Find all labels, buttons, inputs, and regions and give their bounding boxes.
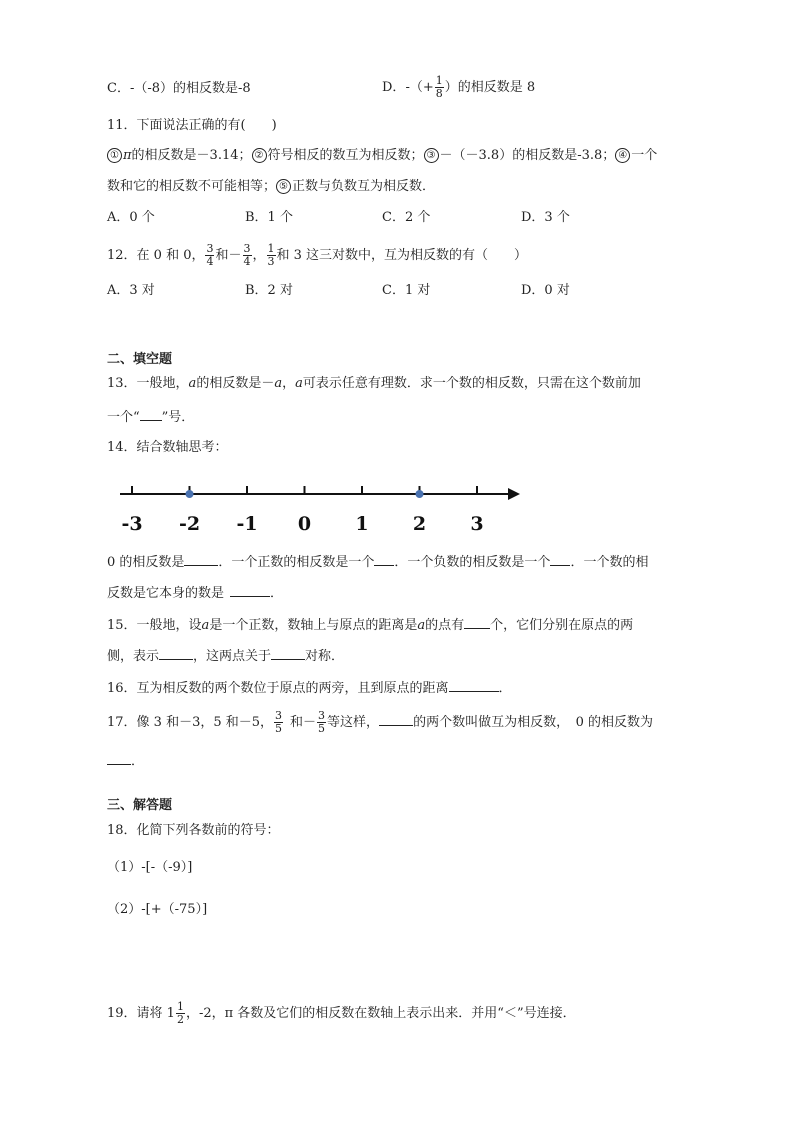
fraction-denominator: 3 — [267, 255, 275, 268]
question-17-line2 — [107, 752, 144, 771]
fraction — [243, 243, 252, 268]
fraction-denominator: 8 — [435, 87, 443, 100]
stem-text: ． — [498, 681, 512, 696]
fraction — [274, 710, 283, 735]
stem-text: 和－ — [290, 715, 317, 730]
option-label: C． — [107, 81, 130, 96]
fraction — [267, 243, 276, 268]
statement-text: 的相反数是－3.14； — [131, 148, 252, 163]
option-text: -（+ — [405, 80, 434, 95]
question-14-stem: 14．结合数轴思考： — [107, 440, 228, 455]
fraction-numerator: 1 — [267, 242, 275, 255]
variable-a: a — [188, 376, 197, 391]
question-12-stem — [107, 242, 527, 270]
option-text: ）的相反数是 8 — [444, 80, 536, 95]
question-19 — [107, 998, 576, 1030]
number-line — [110, 478, 530, 538]
fraction-numerator: 3 — [206, 242, 214, 255]
answer-blank[interactable] — [449, 679, 499, 692]
stem-text: ．一个负数的相反数是一个 — [394, 555, 551, 570]
fraction — [176, 1001, 185, 1026]
fraction-denominator: 5 — [318, 722, 326, 735]
option-d — [382, 74, 535, 102]
stem-text: 的点有 — [425, 618, 465, 633]
question-14-line2 — [107, 584, 283, 603]
question-11-stem: 11．下面说法正确的有( ) — [107, 118, 277, 133]
number-line-label: 0 — [297, 513, 312, 535]
answer-blank[interactable] — [379, 713, 413, 726]
option-d: D．3 个 — [521, 210, 570, 225]
fraction-numerator: 3 — [275, 709, 283, 722]
pi-symbol: π — [123, 148, 132, 163]
stem-text: 等这样， — [327, 715, 380, 730]
stem-text: ． — [270, 586, 284, 601]
circled-number: ③ — [424, 148, 439, 163]
question-16 — [107, 679, 512, 698]
number-line-point — [416, 490, 424, 498]
stem-text: 19．请将 1 — [107, 1006, 175, 1021]
number-line-label: 1 — [355, 513, 369, 535]
statement-text: －（－3.8）的相反数是-3.8； — [439, 148, 616, 163]
circled-number: ⑤ — [276, 179, 291, 194]
option-c — [107, 80, 251, 98]
stem-text: 对称． — [305, 649, 345, 664]
stem-text: ．一个正数的相反数是一个 — [218, 555, 375, 570]
option-c: C．1 对 — [382, 283, 431, 298]
question-15-line1 — [107, 616, 633, 635]
statement-text: 正数与负数互为相反数． — [292, 179, 436, 194]
circled-number: ① — [107, 148, 122, 163]
stem-text: ，-2，π 各数及它们的相反数在数轴上表示出来．并用“＜”号连接． — [185, 1006, 576, 1021]
answer-blank[interactable] — [271, 647, 305, 660]
answer-blank[interactable] — [184, 553, 218, 566]
number-line-point — [186, 490, 194, 498]
stem-text: 12．在 0 和 0， — [107, 248, 205, 263]
option-a: A．0 个 — [107, 210, 155, 225]
section-title-fill-in: 二、填空题 — [107, 352, 173, 367]
statement-text: 符号相反的数互为相反数； — [267, 148, 424, 163]
statement-text: 一个 — [631, 148, 658, 163]
option-a: A．3 对 — [107, 283, 155, 298]
stem-text: 个，它们分别在原点的两 — [490, 618, 634, 633]
variable-a: a — [274, 376, 283, 391]
number-line-arrow-icon — [508, 488, 520, 500]
fraction-numerator: 1 — [176, 1000, 184, 1013]
stem-text: 侧，表示 — [107, 649, 160, 664]
question-18-stem: 18．化简下列各数前的符号： — [107, 823, 280, 838]
option-c: C．2 个 — [382, 210, 431, 225]
number-line-label: 2 — [412, 513, 427, 535]
stem-text: 13．一般地， — [107, 376, 189, 391]
variable-a: a — [295, 376, 303, 391]
stem-text: ”号． — [161, 410, 195, 425]
statement-text: 数和它的相反数不可能相等； — [107, 179, 277, 194]
fraction-denominator: 5 — [275, 722, 283, 735]
question-18-part2: （2）-[+（-75）] — [107, 902, 208, 917]
answer-blank[interactable] — [107, 752, 131, 765]
fraction-numerator: 3 — [318, 709, 326, 722]
answer-blank[interactable] — [140, 408, 162, 421]
circled-number: ④ — [615, 148, 630, 163]
option-text: -（-8）的相反数是-8 — [129, 81, 251, 96]
question-17-line1 — [107, 706, 653, 740]
question-11-line1 — [107, 147, 657, 165]
stem-text: 0 的相反数是 — [107, 555, 185, 570]
section-title-solve: 三、解答题 — [107, 798, 173, 813]
number-line-label: -1 — [236, 513, 258, 535]
fraction — [435, 75, 444, 100]
question-18-part1: （1）-[-（-9）] — [107, 860, 193, 875]
fraction — [317, 710, 326, 735]
fraction-denominator: 2 — [176, 1013, 184, 1026]
question-13-line1 — [107, 375, 641, 393]
stem-text: ， — [282, 376, 296, 391]
stem-text: 15．一般地，设 — [107, 618, 202, 633]
option-b: B．1 个 — [245, 210, 293, 225]
number-line-label: 3 — [470, 513, 484, 535]
stem-text: 的两个数叫做互为相反数， 0 的相反数为 — [413, 715, 653, 730]
answer-blank[interactable] — [464, 616, 490, 629]
answer-blank[interactable] — [550, 553, 570, 566]
variable-a: a — [417, 618, 426, 633]
option-label: D． — [382, 80, 406, 95]
number-line-label: -3 — [121, 513, 143, 535]
question-15-line2 — [107, 647, 344, 666]
fraction-denominator: 4 — [206, 255, 214, 268]
stem-text: ． — [131, 754, 145, 769]
fraction-numerator: 3 — [243, 242, 251, 255]
question-14-line1 — [107, 553, 648, 572]
question-11-line2 — [107, 178, 435, 196]
fraction — [205, 243, 214, 268]
fraction-denominator: 4 — [243, 255, 251, 268]
stem-text: 一个“ — [107, 410, 140, 425]
answer-blank[interactable] — [374, 553, 394, 566]
circled-number: ② — [252, 148, 267, 163]
answer-blank[interactable] — [230, 584, 270, 597]
number-line-label: -2 — [178, 513, 201, 535]
stem-text: 可表示任意有理数．求一个数的相反数，只需在这个数前加 — [302, 376, 641, 391]
stem-text: ， — [252, 248, 266, 263]
stem-text: 16．互为相反数的两个数位于原点的两旁，且到原点的距离 — [107, 681, 449, 696]
answer-blank[interactable] — [159, 647, 193, 660]
stem-text: 17．像 3 和－3，5 和－5， — [107, 715, 274, 730]
question-13-line2 — [107, 408, 194, 427]
stem-text: 反数是它本身的数是 — [107, 586, 225, 601]
stem-text: ，这两点关于 — [193, 649, 272, 664]
variable-a: a — [201, 618, 210, 633]
option-d: D．0 对 — [521, 283, 570, 298]
stem-text: 和 3 这三对数中，互为相反数的有（ ） — [276, 248, 528, 263]
option-b: B．2 对 — [245, 283, 293, 298]
stem-text: 是一个正数，数轴上与原点的距离是 — [209, 618, 418, 633]
stem-text: 和－ — [215, 248, 242, 263]
stem-text: 的相反数是－ — [196, 376, 275, 391]
fraction-numerator: 1 — [435, 74, 443, 87]
stem-text: ．一个数的相 — [570, 555, 649, 570]
